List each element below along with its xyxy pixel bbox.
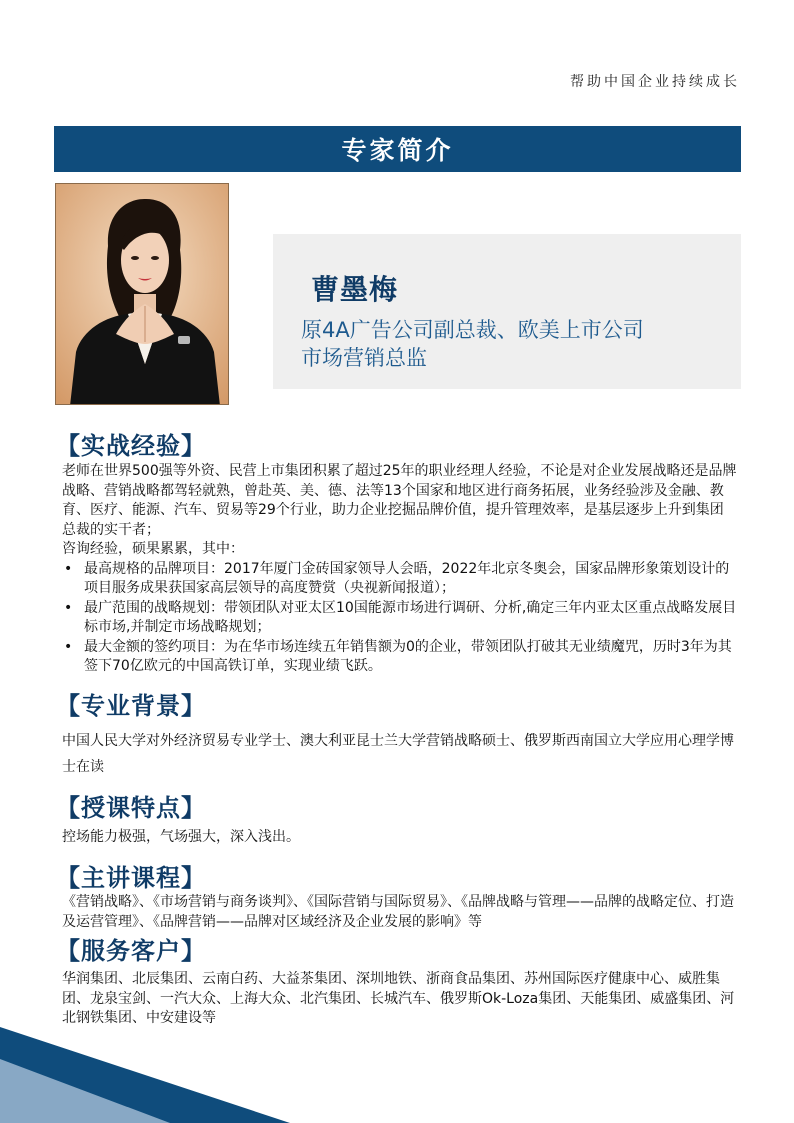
teaching-text: 控场能力极强，气场强大，深入浅出。 (62, 829, 300, 845)
list-item: • 最大金额的签约项目：为在华市场连续五年销售额为0的企业，带领团队打破其无业绩魔咒，历时3年为其签下70亿欧元的中国高铁订单，实现业绩飞跃。 (62, 638, 737, 677)
page-tagline: 帮助中国企业持续成长 (570, 74, 740, 90)
list-item: • 最高规格的品牌项目：2017年厦门金砖国家领导人会晤，2022年北京冬奥会，国家品牌形象策划设计的项目服务成果获国家高层领导的高度赞赏（央视新闻报道）； (62, 560, 737, 599)
experience-body (62, 462, 737, 677)
expert-photo (55, 183, 229, 405)
corner-decoration (0, 1013, 320, 1123)
clients-text: 华润集团、北辰集团、云南白药、大益茶集团、深圳地铁、浙商食品集团、苏州国际医疗健康中心、威胜集团、龙泉宝剑、一汽大众、上海大众、北汽集团、长城汽车、俄罗斯Ok-Loza集团、天能集团、威盛集团、河北钢铁集团、中安建设等 (62, 971, 735, 1026)
list-item: • 最广范围的战略规划：带领团队对亚太区10国能源市场进行调研、分析,确定三年内亚太区重点战略发展目标市场,并制定市场战略规划； (62, 599, 737, 638)
experience-intro: 老师在世界500强等外资、民营上市集团积累了超过25年的职业经理人经验，不论是对企业发展战略还是品牌战略、营销战略都驾轻就熟，曾赴英、美、德、法等13个国家和地区进行商务拓展，业务经验涉及金融、教育、医疗、能源、汽车、贸易等29个行业，助力企业挖掘品牌价值，提升管理效率，是基层逐步上升到集团总裁的实干者； (62, 463, 737, 538)
section-heading-clients: 【服务客户】 (56, 937, 206, 965)
background-text: 中国人民大学对外经济贸易专业学士、澳大利亚昆士兰大学营销战略硕士、俄罗斯西南国立大学应用心理学博士在读 (62, 733, 734, 775)
profile-card (273, 234, 741, 389)
section-heading-courses: 【主讲课程】 (56, 864, 206, 892)
banner-title: 专家简介 (341, 136, 454, 165)
expert-title (301, 316, 721, 372)
expert-title-line: 原4A广告公司副总裁、欧美上市公司 (301, 318, 644, 342)
courses-text: 《营销战略》、《市场营销与商务谈判》、《国际营销与国际贸易》、《品牌战略与管理——品牌的战略定位、打造及运营管理》、《品牌营销——品牌对区域经济及企业发展的影响》等 (62, 894, 734, 930)
expert-name: 曹墨梅 (311, 273, 399, 306)
section-heading-experience: 【实战经验】 (56, 432, 206, 460)
experience-bullet-list (62, 560, 737, 677)
experience-lead: 咨询经验，硕果累累，其中： (62, 541, 244, 557)
expert-title-line: 市场营销总监 (301, 346, 427, 370)
title-banner (54, 126, 741, 172)
section-heading-background: 【专业背景】 (56, 692, 206, 720)
section-heading-teaching: 【授课特点】 (56, 794, 206, 822)
